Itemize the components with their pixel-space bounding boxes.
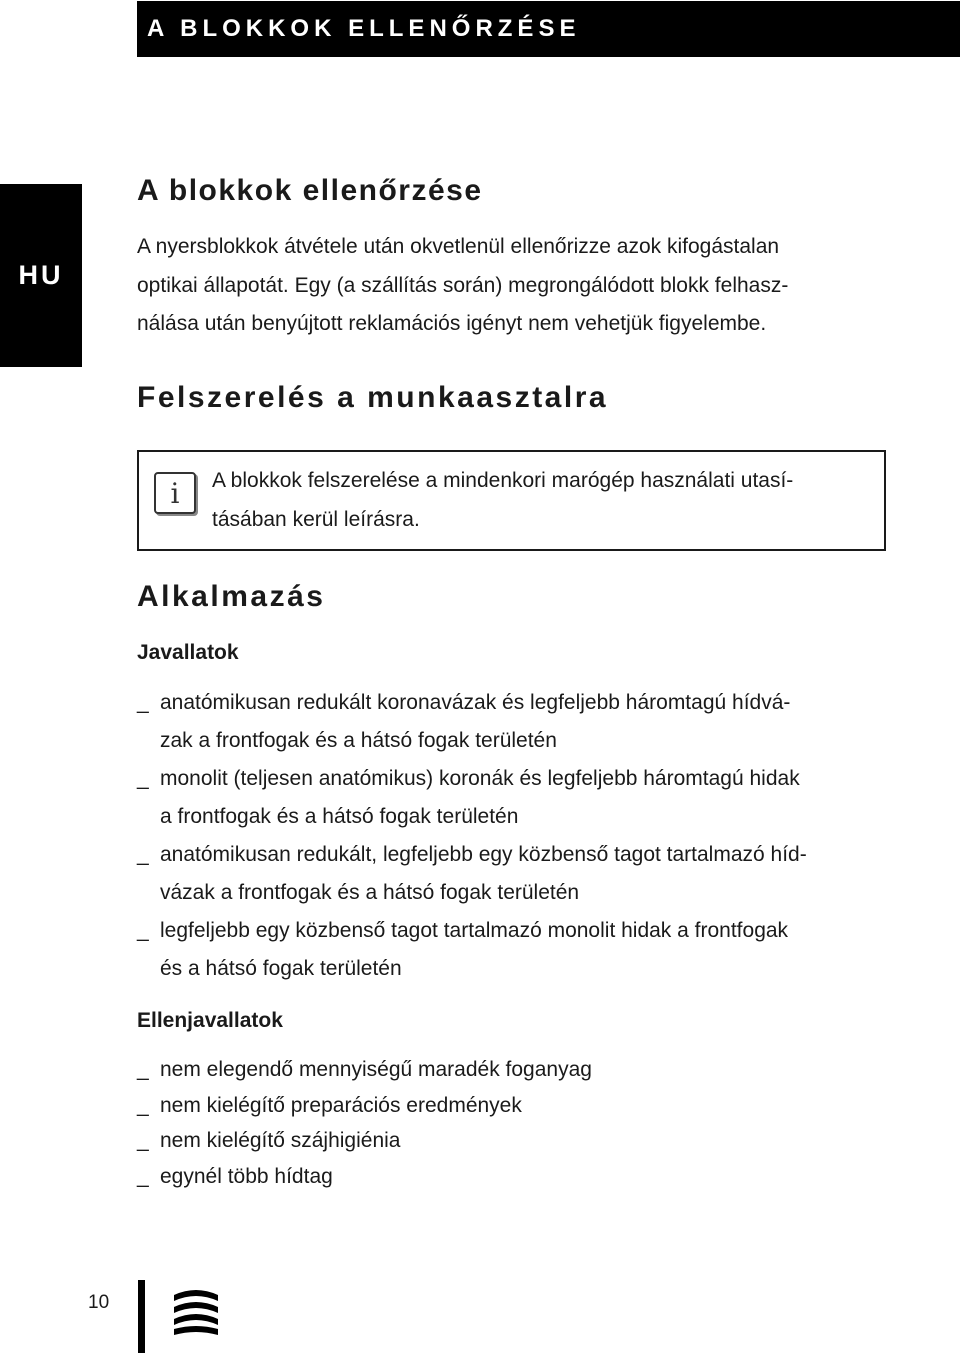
section-heading-check: A blokkok ellenőrzése bbox=[137, 174, 483, 207]
brand-logo-icon bbox=[172, 1287, 220, 1335]
info-note-text bbox=[212, 462, 793, 539]
list-item-line: nem kielégítő szájhigiénia bbox=[160, 1129, 401, 1152]
list-item-line: zak a frontfogak és a hátsó fogak területén bbox=[160, 729, 557, 752]
list-item bbox=[137, 1159, 897, 1195]
list-item bbox=[137, 912, 897, 988]
list-item-line: monolit (teljesen anatómikus) koronák és legfeljebb háromtagú hidak bbox=[160, 767, 800, 790]
contraindications-list bbox=[137, 1052, 897, 1194]
list-item bbox=[137, 836, 897, 912]
info-note-line: A blokkok felszerelése a mindenkori marógép használati utasí- bbox=[212, 469, 794, 492]
list-item-line: legfeljebb egy közbenső tagot tartalmazó monolit hidak a frontfogak bbox=[160, 919, 789, 942]
list-item-line: nem elegendő mennyiségű maradék foganyag bbox=[160, 1058, 592, 1081]
list-item-line: anatómikusan redukált, legfeljebb egy közbenső tagot tartalmazó híd- bbox=[160, 843, 807, 866]
list-bullet: _ bbox=[137, 1058, 149, 1081]
page-header-bar bbox=[137, 1, 960, 57]
list-item bbox=[137, 684, 897, 760]
list-bullet: _ bbox=[137, 767, 149, 790]
subheading-indications: Javallatok bbox=[137, 641, 239, 664]
list-item-line: és a hátsó fogak területén bbox=[160, 957, 402, 980]
list-item-line: vázak a frontfogak és a hátsó fogak területén bbox=[160, 881, 580, 904]
list-item bbox=[137, 1052, 897, 1088]
page-header-title: A BLOKKOK ELLENŐRZÉSE bbox=[147, 15, 581, 42]
info-icon: i bbox=[154, 472, 196, 514]
footer-divider-bar bbox=[138, 1280, 145, 1353]
list-item-line: nem kielégítő preparációs eredmények bbox=[160, 1093, 522, 1117]
paragraph-line: nálása után benyújtott reklamációs igényt nem vehetjük figyelembe. bbox=[137, 312, 767, 335]
list-bullet: _ bbox=[137, 691, 149, 714]
list-bullet: _ bbox=[137, 1093, 149, 1117]
list-item-line: a frontfogak és a hátsó fogak területén bbox=[160, 805, 519, 828]
page-number: 10 bbox=[88, 1292, 110, 1313]
list-bullet: _ bbox=[137, 919, 149, 942]
list-item bbox=[137, 1123, 897, 1159]
subheading-contraindications: Ellenjavallatok bbox=[137, 1009, 283, 1032]
list-item-line: egynél több hídtag bbox=[160, 1164, 333, 1188]
paragraph-line: A nyersblokkok átvétele után okvetlenül ellenőrizze azok kifogástalan bbox=[137, 235, 780, 258]
list-bullet: _ bbox=[137, 843, 149, 866]
info-note-line: tásában kerül leírásra. bbox=[212, 507, 420, 531]
list-item bbox=[137, 760, 897, 836]
section-paragraph-check bbox=[137, 228, 882, 344]
list-bullet: _ bbox=[137, 1129, 149, 1152]
section-heading-application: Alkalmazás bbox=[137, 580, 326, 613]
indications-list bbox=[137, 684, 897, 988]
list-bullet: _ bbox=[137, 1164, 149, 1188]
list-item bbox=[137, 1088, 897, 1124]
language-tab: HU bbox=[0, 184, 82, 367]
list-item-line: anatómikusan redukált koronavázak és legfeljebb háromtagú hídvá- bbox=[160, 691, 791, 714]
info-note-box bbox=[137, 450, 886, 551]
paragraph-line: optikai állapotát. Egy (a szállítás során) megrongálódott blokk felhasz- bbox=[137, 273, 789, 297]
section-heading-mounting: Felszerelés a munkaasztalra bbox=[137, 381, 609, 414]
